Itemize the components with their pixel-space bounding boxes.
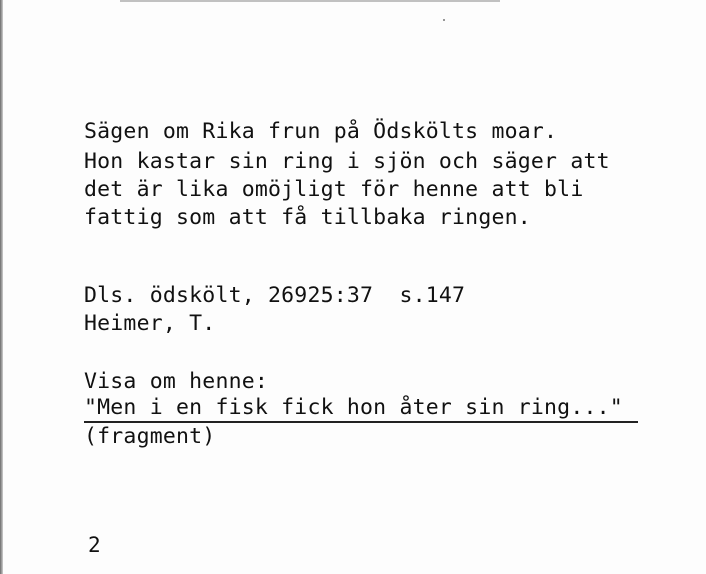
- archive-reference: Dls. ödskölt, 26925:37 s.147: [84, 283, 466, 308]
- description-line-3: fattig som att få tillbaka ringen.: [84, 205, 531, 230]
- page-number: 2: [88, 533, 101, 557]
- song-note: (fragment): [84, 424, 216, 449]
- card-left-edge: [0, 0, 3, 574]
- song-heading: Visa om henne:: [84, 369, 269, 394]
- song-quote: "Men i en fisk fick hon åter sin ring...": [84, 395, 623, 420]
- card-top-edge: [120, 0, 500, 2]
- collector-name: Heimer, T.: [84, 311, 216, 336]
- record-title: Sägen om Rika frun på Ödskölts moar.: [84, 119, 558, 144]
- description-line-2: det är lika omöjligt för henne att bli: [84, 177, 584, 202]
- description-line-1: Hon kastar sin ring i sjön och säger att: [84, 149, 610, 174]
- scan-speck: [443, 19, 445, 21]
